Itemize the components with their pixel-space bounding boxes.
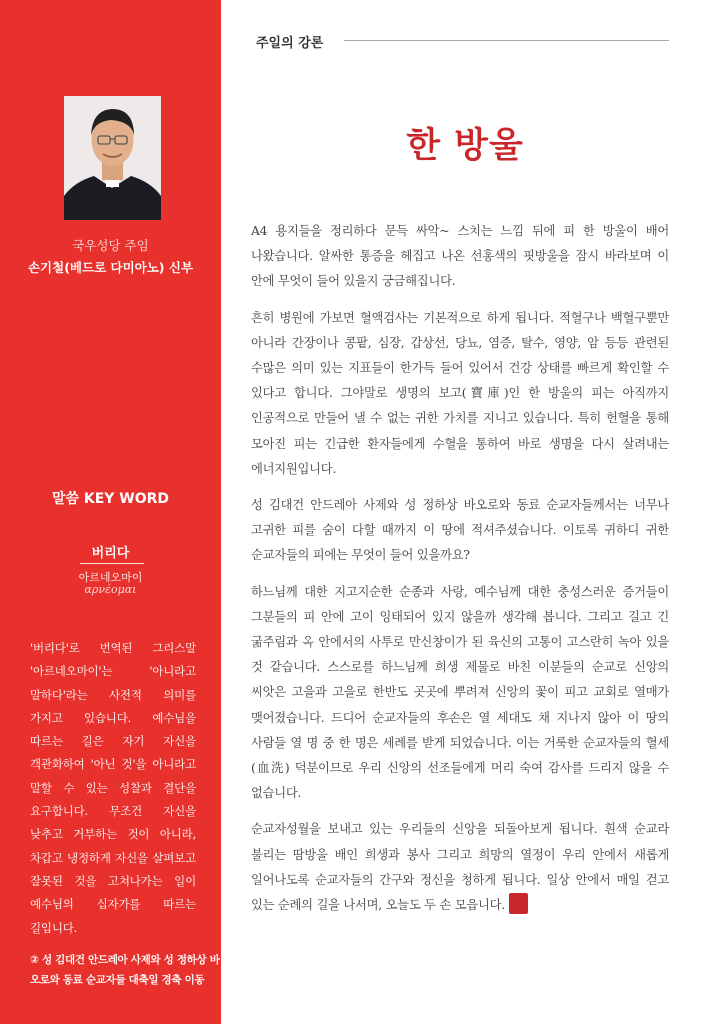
author-portrait (64, 96, 161, 220)
photo-caption: ② 성 김대건 안드레아 사제와 성 정하상 바오로와 동료 순교자들 대축일 경축 이동 (30, 954, 220, 986)
author-role: 국우성당 주임 (72, 238, 149, 253)
keyword-description: '버리다'로 번역된 그리스말 '아르네오마이'는 '아니라고 말하다'라는 사전적 의미를 가지고 있습니다. 예수님을 따르는 길은 자기 자신을 객관화하여 '아닌 것'을 아니라고 말할 수 있는 성찰과 결단을 요구합니다. 무조건 자신을 낮추고 거부하는 것이 아니라, 차갑고 냉정하게 자신을 살펴보고 잘못된 것을 고쳐나가는 일이 예수님의 십자가를 따르는 길입니다. (30, 641, 196, 935)
article-paragraph: A4 용지들을 정리하다 문득 싸악~ 스치는 느낌 뒤에 피 한 방울이 배어 나왔습니다. 알싸한 통증을 헤집고 나온 선홍색의 핏방울을 잠시 바라보며 이 안에 무엇이 들어 있을지 궁금해집니다. (251, 224, 669, 289)
article-paragraph: 하느님께 대한 지고지순한 순종과 사랑, 예수님께 대한 충성스러운 증거들이 그분들의 피 안에 고이 잉태되어 있지 않을까 생각해 봅니다. 그리고 길고 긴 굶주림과 옥 안에서의 사투로 만신창이가 된 육신의 고통이 고스란히 녹아 있을 것 같습니다. 스스로를 하느님께 희생 제물로 바친 이분들의 순교로 신앙의 씨앗은 고을과 고을로 한반도 곳곳에 뿌려져 신앙의 꽃이 피고 교회로 열매가 맺어졌습니다. 드디어 순교자들의 후손은 열 세대도 채 지나지 않아 이 땅의 사람들 열 명 중 한 명은 세례를 받게 되었습니다. 이는 거룩한 순교자들의 혈세(血洗) 덕분이므로 우리 신앙의 선조들에게 머리 숙여 감사를 드리지 않을 수 없습니다. (251, 584, 669, 801)
article-title: 한 방울 (406, 125, 524, 166)
article-paragraph: 성 김대건 안드레아 사제와 성 정하상 바오로와 동료 순교자들께서는 너무나 고귀한 피를 숨이 다할 때까지 이 땅에 적셔주셨습니다. 이토록 귀하디 귀한 순교자들의 피에는 무엇이 들어 있을까요? (251, 498, 669, 563)
article-paragraph: 흔히 병원에 가보면 혈액검사는 기본적으로 하게 됩니다. 적혈구나 백혈구뿐만 아니라 간장이나 콩팥, 심장, 갑상선, 당뇨, 염증, 탈수, 영양, 암 등등 관련된 수많은 의미 있는 지표들이 한가득 들어 있어서 건강 상태를 빠르게 확인할 수 있다고 합니다. 그야말로 생명의 보고(寶庫)인 한 방울의 피는 아직까지 인공적으로 만들어 낼 수 없는 귀한 가치를 지니고 있습니다. 특히 헌혈을 통해 모아진 피는 긴급한 환자들에게 수혈을 통하여 바로 생명을 다시 살려내는 에너지원입니다. (251, 310, 669, 476)
keyword-term: 버리다 (91, 546, 130, 561)
article-paragraph (251, 817, 669, 918)
author-name: 손기철(베드로 다미아노) 신부 (27, 260, 194, 275)
author-seal-icon (509, 893, 528, 914)
closing-text: 순교자성월을 보내고 있는 우리들의 신앙을 되돌아보게 됩니다. 흰색 순교라 불리는 땀방울 배인 희생과 봉사 그리고 희망의 열정이 우리 안에서 새롭게 일어나도록 순교자들의 간구와 정신을 청하게 됩니다. 일상 안에서 매일 걷고 있는 순례의 길을 나서며, 오늘도 두 손 모읍니다. (251, 822, 669, 913)
section-divider (344, 40, 669, 41)
keyword-heading: 말씀 KEY WORD (51, 491, 170, 507)
sidebar (0, 0, 221, 1024)
article-body (251, 219, 669, 929)
keyword-greek: αρνέομαι (84, 583, 137, 596)
keyword-transliteration: 아르네오마이 (78, 571, 143, 584)
section-label: 주일의 강론 (256, 36, 324, 51)
keyword-divider (80, 563, 144, 564)
